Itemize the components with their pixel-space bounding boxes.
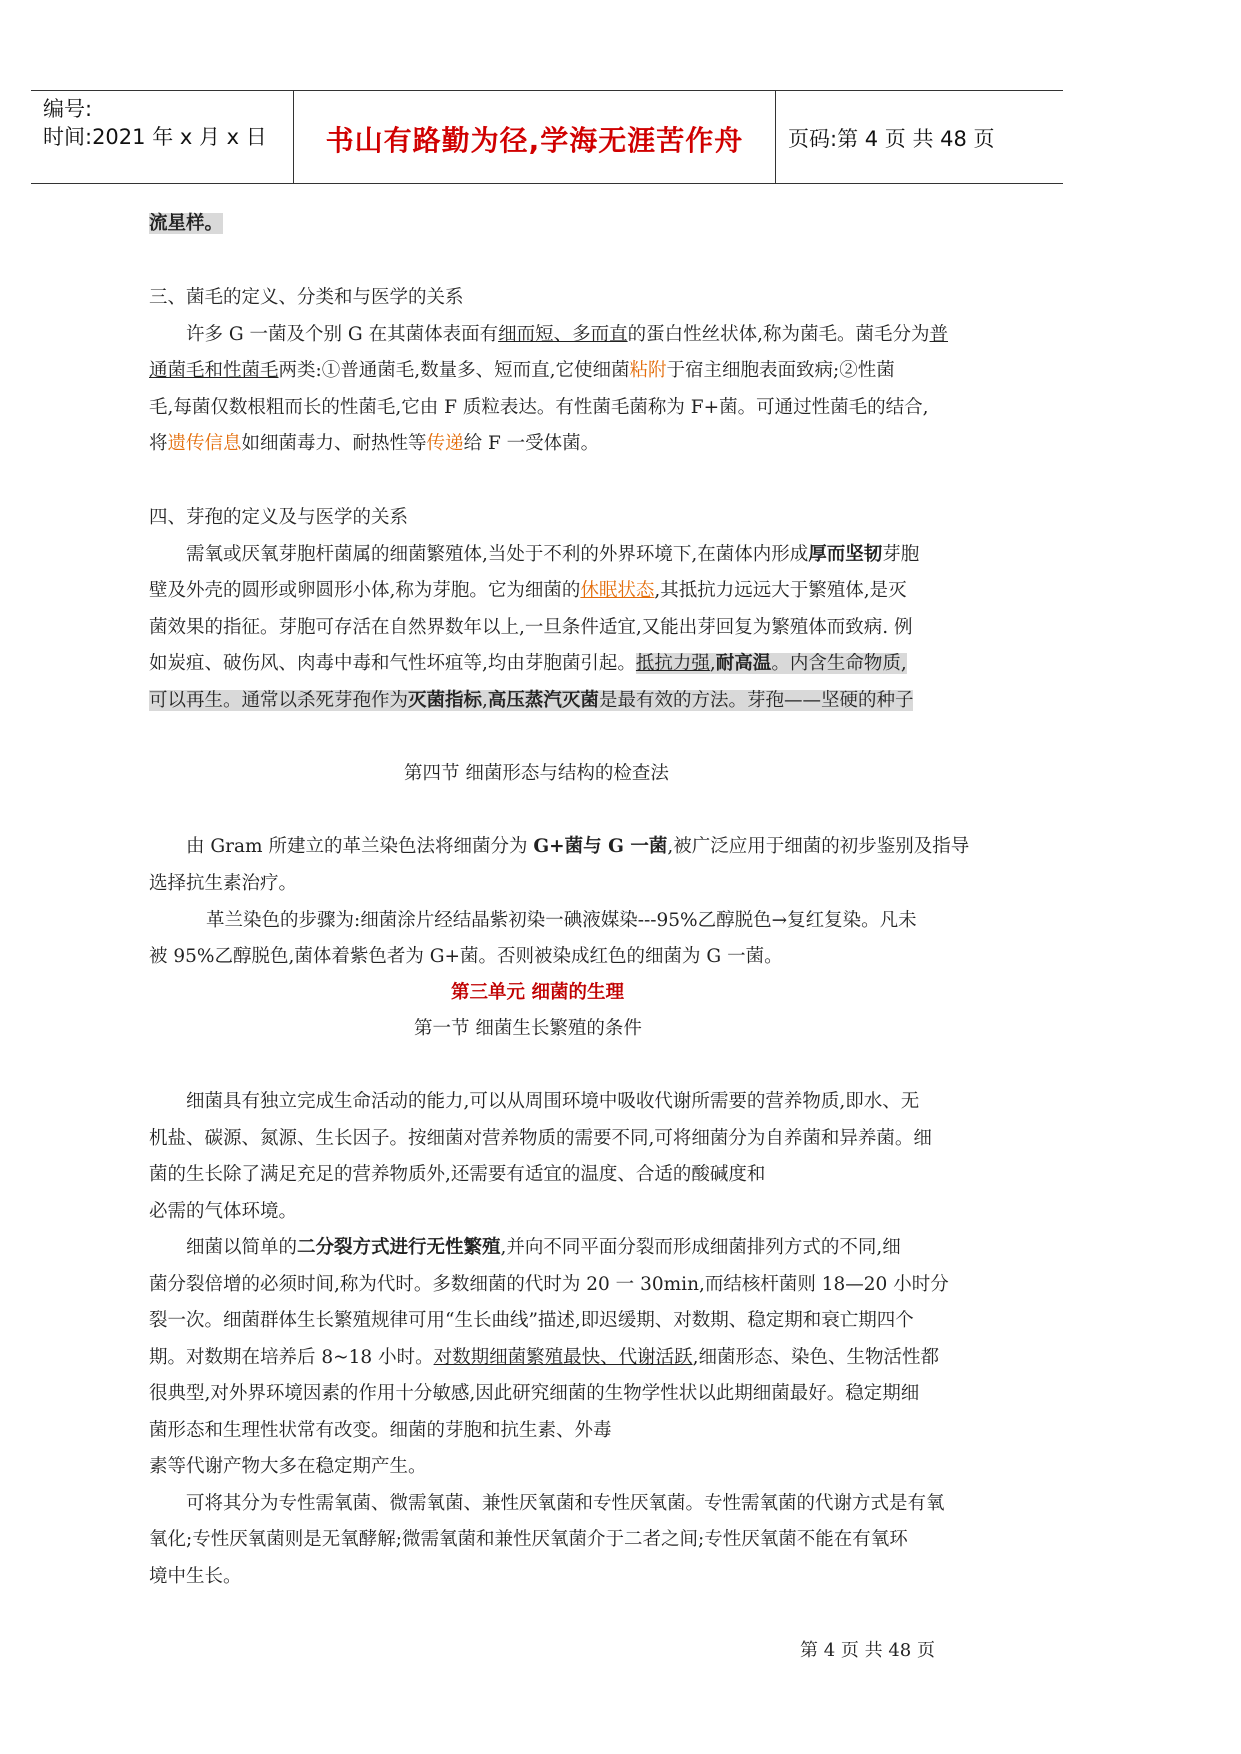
paragraph-line: 很典型,对外界环境因素的作用十分敏感,因此研究细菌的生物学性状以此期细菌最好。稳定期细 <box>149 1383 920 1404</box>
paragraph-line: 菌形态和生理性状常有改变。细菌的芽胞和抗生素、外毒 <box>149 1420 612 1441</box>
header-page-cell <box>776 91 1063 183</box>
header-info-cell <box>31 91 294 183</box>
text-run: 需氧或厌氧芽胞杆菌属的细菌繁殖体,当处于不利的外界环境下,在菌体内形成 <box>186 544 809 565</box>
paragraph-line: 革兰染色的步骤为:细菌涂片经结晶紫初染一碘液媒染---95%乙醇脱色→复红复染。凡未 <box>206 910 917 931</box>
text-run: 的蛋白性丝状体,称为菌毛。菌毛分为 <box>627 324 930 345</box>
paragraph-line <box>149 357 949 384</box>
paragraph-line: 素等代谢产物大多在稳定期产生。 <box>149 1456 427 1477</box>
paragraph-line: 毛,每菌仅数根粗而长的性菌毛,它由 F 质粒表达。有性菌毛菌称为 F+菌。可通过性菌毛的结合, <box>149 397 929 418</box>
paragraph-line: 菌的生长除了满足充足的营养物质外,还需要有适宜的温度、合适的酸碱度和 <box>149 1164 766 1185</box>
text-run: ,细菌形态、染色、生物活性都 <box>692 1347 939 1368</box>
paragraph-line <box>149 321 949 348</box>
text-run: 将 <box>149 433 168 454</box>
text-run: 由 Gram 所建立的革兰染色法将细菌分为 <box>186 836 534 857</box>
text-run: ,并向不同平面分裂而形成细菌排列方式的不同,细 <box>500 1237 901 1258</box>
page-number-label: 页码:第 4 页 共 48 页 <box>788 127 995 151</box>
highlighted-text: 流星样。 <box>149 213 224 234</box>
paragraph-line: 菌效果的指征。芽胞可存活在自然界数年以上,一旦条件适宜,又能出芽回复为繁殖体而致病. 例 <box>149 617 913 638</box>
text-run: 可以再生。通常以杀死芽孢作为 <box>149 690 409 711</box>
paragraph-line: 菌分裂倍增的必须时间,称为代时。多数细菌的代时为 20 一 30min,而结核杆菌则 18—20 小时分 <box>149 1274 949 1295</box>
document-header <box>31 90 1063 184</box>
paragraph-line <box>149 430 949 457</box>
paragraph-line: 被 95%乙醇脱色,菌体着紫色者为 G+菌。否则被染成红色的细菌为 G 一菌。 <box>149 946 783 967</box>
bold-text: 耐高温 <box>715 653 772 674</box>
paragraph-line: 可将其分为专性需氧菌、微需氧菌、兼性厌氧菌和专性厌氧菌。专性需氧菌的代谢方式是有氧 <box>186 1493 945 1514</box>
paragraph-line <box>149 577 949 604</box>
paragraph-line <box>149 833 970 860</box>
orange-text: 传递 <box>426 433 464 454</box>
number-label: 编号: <box>43 97 93 121</box>
text-run: 壁及外壳的圆形或卵圆形小体,称为芽胞。它为细菌的 <box>149 580 581 601</box>
underlined-text: 细而短、多而直 <box>498 324 628 345</box>
header-motto-cell <box>294 91 776 183</box>
text-run: 期。对数期在培养后 8~18 小时。 <box>149 1347 434 1368</box>
text-run: ,其抵抗力远远大于繁殖体,是灭 <box>654 580 907 601</box>
paragraph-line: 选择抗生素治疗。 <box>149 873 298 894</box>
underlined-text: 对数期细菌繁殖最快、代谢活跃 <box>433 1347 693 1368</box>
text-run: , <box>709 653 716 674</box>
text-run: 芽胞 <box>882 544 920 565</box>
paragraph-line: 裂一次。细菌群体生长繁殖规律可用“生长曲线”描述,即迟缓期、对数期、稳定期和衰亡期四个 <box>149 1310 914 1331</box>
paragraph-line: 氧化;专性厌氧菌则是无氧酵解;微需氧菌和兼性厌氧菌介于二者之间;专性厌氧菌不能在有氧环 <box>149 1529 908 1550</box>
bold-text: 灭菌指标 <box>408 690 483 711</box>
bold-text: 高压蒸汽灭菌 <box>487 690 599 711</box>
paragraph-line <box>149 1234 949 1261</box>
bold-text: G+菌与 G 一菌 <box>533 836 668 857</box>
paragraph-line <box>149 541 949 568</box>
underlined-text: 通菌毛和性菌毛 <box>149 360 279 381</box>
orange-text: 粘附 <box>629 360 667 381</box>
paragraph-line: 细菌具有独立完成生命活动的能力,可以从周围环境中吸收代谢所需要的营养物质,即水、无 <box>186 1091 920 1112</box>
text-run: 细菌以简单的 <box>186 1237 298 1258</box>
section-heading-pili: 三、菌毛的定义、分类和与医学的关系 <box>149 287 464 308</box>
paragraph-line: 必需的气体环境。 <box>149 1201 298 1222</box>
underlined-text: 抵抗力强 <box>635 653 710 674</box>
page-footer: 第 4 页 共 48 页 <box>800 1640 935 1661</box>
text-run: ,被广泛应用于细菌的初步鉴别及指导 <box>667 836 970 857</box>
text-run: 于宿主细胞表面致病;②性菌 <box>666 360 895 381</box>
paragraph-line <box>149 687 949 714</box>
motto: 书山有路勤为径,学海无涯苦作舟 <box>325 124 744 157</box>
text-run: 给 F 一受体菌。 <box>463 433 600 454</box>
paragraph-line: 境中生长。 <box>149 1566 242 1587</box>
section-title-1: 第一节 细菌生长繁殖的条件 <box>414 1018 642 1039</box>
section-heading-spore: 四、芽孢的定义及与医学的关系 <box>149 507 409 528</box>
unit-title: 第三单元 细菌的生理 <box>451 982 624 1003</box>
bold-text: 二分裂方式进行无性繁殖 <box>297 1237 501 1258</box>
text-run: 如炭疽、破伤风、肉毒中毒和气性坏疽等,均由芽胞菌引起。 <box>149 653 636 674</box>
text-line <box>149 210 949 237</box>
paragraph-line <box>149 650 949 677</box>
orange-text: 遗传信息 <box>167 433 242 454</box>
text-run: 是最有效的方法。芽孢——坚硬的种子 <box>598 690 914 711</box>
text-run: 如细菌毒力、耐热性等 <box>241 433 427 454</box>
date-label: 时间:2021 年 x 月 x 日 <box>43 125 267 149</box>
paragraph-line: 机盐、碳源、氮源、生长因子。按细菌对营养物质的需要不同,可将细菌分为自养菌和异养菌。细 <box>149 1128 932 1149</box>
underlined-text: 普 <box>929 324 949 345</box>
paragraph-line <box>149 1344 949 1371</box>
text-run: 许多 G 一菌及个别 G 在其菌体表面有 <box>186 324 499 345</box>
text-run: 。内含生命物质, <box>771 653 907 674</box>
text-run: 两类:①普通菌毛,数量多、短而直,它使细菌 <box>278 360 630 381</box>
section-title-4: 第四节 细菌形态与结构的检查法 <box>404 763 669 784</box>
orange-underlined-text: 休眠状态 <box>580 580 655 601</box>
text-run: , <box>482 690 488 711</box>
bold-text: 厚而坚韧 <box>808 544 883 565</box>
